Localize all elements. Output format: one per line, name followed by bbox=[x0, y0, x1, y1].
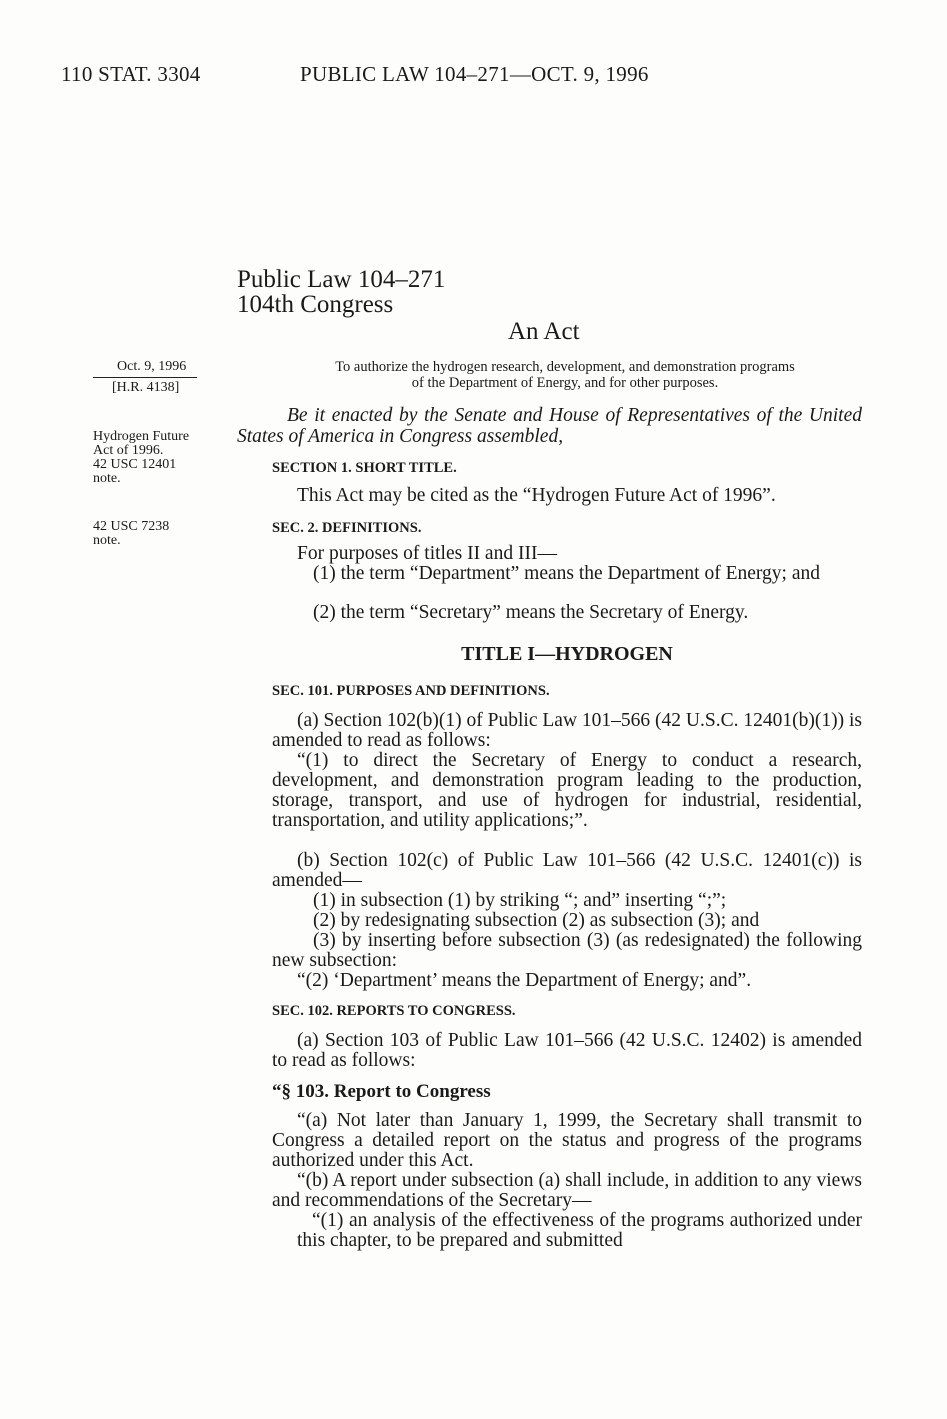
note-line: 42 USC 7238 bbox=[93, 519, 170, 534]
section-101-heading: SEC. 101. PURPOSES AND DEFINITIONS. bbox=[272, 683, 550, 699]
report-b1: “(1) an analysis of the effectiveness of the programs authorized under this chapter, to be prepared and submitted bbox=[297, 1210, 862, 1251]
section-101-b: (b) Section 102(c) of Public Law 101–566 (42 U.S.C. 12401(c)) is amended— bbox=[272, 850, 862, 891]
report-b: “(b) A report under subsection (a) shall include, in addition to any views and recommendations of the Secretary— bbox=[272, 1170, 862, 1211]
section-101-b4: “(2) ‘Department’ means the Department of Energy; and”. bbox=[297, 970, 752, 991]
purpose-line: To authorize the hydrogen research, development, and demonstration programs bbox=[335, 359, 795, 375]
margin-note-short-title bbox=[93, 430, 189, 486]
note-line: Act of 1996. bbox=[93, 443, 164, 458]
note-line: note. bbox=[93, 533, 121, 548]
section-2-intro: For purposes of titles II and III— bbox=[297, 543, 557, 564]
note-line: 42 USC 12401 bbox=[93, 457, 177, 472]
section-1-text: This Act may be cited as the “Hydrogen Future Act of 1996”. bbox=[297, 485, 776, 506]
purpose-line: of the Department of Energy, and for other purposes. bbox=[411, 375, 719, 391]
title-i-heading: TITLE I—HYDROGEN bbox=[461, 643, 673, 665]
definition-1: (1) the term “Department” means the Department of Energy; and bbox=[313, 563, 820, 584]
enacting-clause: Be it enacted by the Senate and House of Representatives of the United States of America in Congress assembled, bbox=[237, 405, 862, 447]
running-header: PUBLIC LAW 104–271—OCT. 9, 1996 bbox=[300, 62, 649, 86]
stat-page-number: 110 STAT. 3304 bbox=[61, 62, 201, 86]
section-101-b1: (1) in subsection (1) by striking “; and” inserting “;”; bbox=[313, 890, 727, 911]
note-line: note. bbox=[93, 471, 121, 486]
section-2-heading: SEC. 2. DEFINITIONS. bbox=[272, 520, 422, 536]
section-101-a: (a) Section 102(b)(1) of Public Law 101–566 (42 U.S.C. 12401(b)(1)) is amended to read as follows: bbox=[272, 710, 862, 751]
section-101-a1: “(1) to direct the Secretary of Energy to conduct a research, development, and demonstration program leading to the production, storage, transport, and use of hydrogen for industrial, residential, transportation, and utility applications;”. bbox=[272, 750, 862, 831]
section-102-heading: SEC. 102. REPORTS TO CONGRESS. bbox=[272, 1003, 516, 1019]
section-1-heading: SECTION 1. SHORT TITLE. bbox=[272, 460, 457, 476]
definition-2: (2) the term “Secretary” means the Secretary of Energy. bbox=[313, 602, 749, 623]
public-law-title: Public Law 104–271 bbox=[237, 266, 446, 293]
section-101-b2: (2) by redesignating subsection (2) as subsection (3); and bbox=[313, 910, 760, 931]
section-102-a: (a) Section 103 of Public Law 101–566 (42 U.S.C. 12402) is amended to read as follows: bbox=[272, 1030, 862, 1071]
margin-note-definitions bbox=[93, 520, 169, 548]
bill-number: [H.R. 4138] bbox=[112, 380, 180, 395]
act-purpose bbox=[240, 359, 890, 391]
section-101-b3: (3) by inserting before subsection (3) (as redesignated) the following new subsection: bbox=[272, 930, 862, 971]
enactment-date: Oct. 9, 1996 bbox=[117, 359, 187, 374]
report-a: “(a) Not later than January 1, 1999, the Secretary shall transmit to Congress a detailed report on the status and progress of the programs authorized under this Act. bbox=[272, 1110, 862, 1171]
note-line: Hydrogen Future bbox=[93, 429, 190, 444]
margin-divider bbox=[93, 377, 197, 378]
section-103-heading: “§ 103. Report to Congress bbox=[272, 1081, 491, 1102]
congress-title: 104th Congress bbox=[237, 291, 394, 318]
an-act-heading: An Act bbox=[508, 318, 580, 345]
